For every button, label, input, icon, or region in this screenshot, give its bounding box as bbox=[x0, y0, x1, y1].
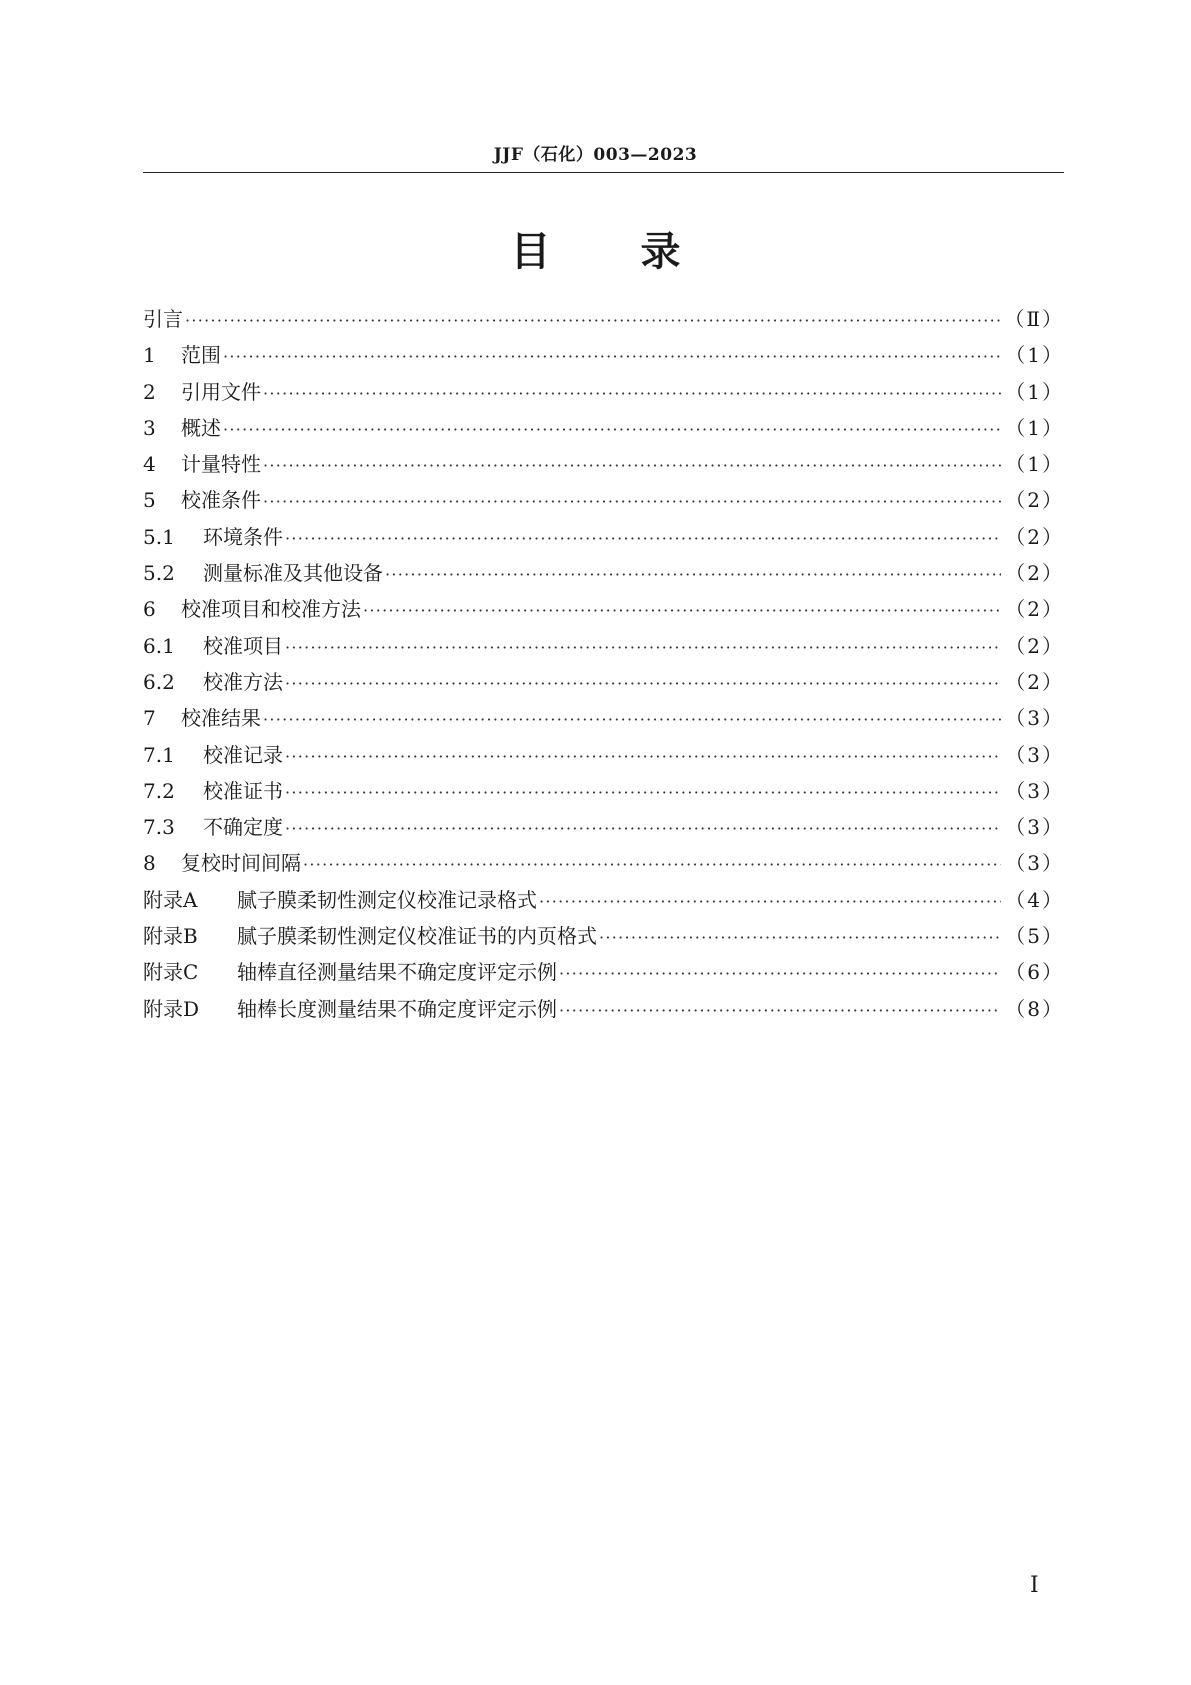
toc-number: 4 bbox=[143, 452, 156, 477]
toc-number: 附录C bbox=[143, 960, 199, 985]
toc-leader bbox=[285, 638, 1001, 657]
toc-leader bbox=[263, 710, 1001, 729]
toc-number: 7.1 bbox=[143, 742, 175, 767]
toc-label: 校准项目和校准方法 bbox=[181, 597, 361, 622]
document-code-header: JJF（石化）003—2023 bbox=[493, 145, 698, 165]
toc-leader bbox=[223, 347, 1001, 366]
toc-number: 6.1 bbox=[143, 633, 175, 658]
toc-label: 概述 bbox=[181, 415, 221, 440]
toc-page: （3） bbox=[1005, 706, 1064, 731]
toc-leader bbox=[303, 855, 1001, 874]
toc-page: （8） bbox=[1005, 996, 1064, 1021]
header-rule bbox=[143, 172, 1064, 173]
toc-leader bbox=[559, 964, 1001, 983]
toc-page: （2） bbox=[1005, 524, 1064, 549]
toc-page: （5） bbox=[1005, 924, 1064, 949]
toc-number: 7 bbox=[143, 706, 156, 731]
toc-label: 校准记录 bbox=[203, 742, 283, 767]
toc-label: 腻子膜柔韧性测定仪校准记录格式 bbox=[237, 887, 537, 912]
toc-label: 计量特性 bbox=[181, 452, 261, 477]
toc-number: 3 bbox=[143, 415, 156, 440]
toc-number: 5.1 bbox=[143, 524, 175, 549]
toc-entry-intro[interactable] bbox=[143, 303, 1064, 339]
toc-entry-appendix-d[interactable] bbox=[143, 993, 1064, 1029]
toc-label: 引用文件 bbox=[181, 379, 261, 404]
toc-entry-appendix-a[interactable] bbox=[143, 884, 1064, 920]
toc-number: 5.2 bbox=[143, 561, 175, 586]
toc-entry-3[interactable] bbox=[143, 412, 1064, 448]
toc-number: 附录A bbox=[143, 887, 198, 912]
toc-leader bbox=[223, 420, 1001, 439]
toc-label: 轴棒长度测量结果不确定度评定示例 bbox=[237, 996, 557, 1021]
toc-entry-7-2[interactable] bbox=[143, 775, 1064, 811]
toc-label: 校准方法 bbox=[203, 669, 283, 694]
toc-number: 7.3 bbox=[143, 815, 175, 840]
toc-leader bbox=[559, 1001, 1001, 1020]
toc-entry-appendix-b[interactable] bbox=[143, 920, 1064, 956]
toc-label: 不确定度 bbox=[203, 815, 283, 840]
toc-entry-7-1[interactable] bbox=[143, 739, 1064, 775]
toc-leader bbox=[185, 311, 1000, 330]
toc-entry-5[interactable] bbox=[143, 484, 1064, 520]
toc-leader bbox=[263, 492, 1001, 511]
toc-entry-5-2[interactable] bbox=[143, 557, 1064, 593]
toc-entry-7[interactable] bbox=[143, 702, 1064, 738]
toc-number: 附录D bbox=[143, 996, 200, 1021]
toc-entry-6[interactable] bbox=[143, 593, 1064, 629]
toc-label: 复校时间间隔 bbox=[181, 851, 301, 876]
toc-label: 测量标准及其他设备 bbox=[203, 561, 383, 586]
toc-page: （1） bbox=[1005, 343, 1064, 368]
toc-label: 校准条件 bbox=[181, 488, 261, 513]
toc-entry-7-3[interactable] bbox=[143, 811, 1064, 847]
toc-page: （2） bbox=[1005, 669, 1064, 694]
toc-page: （3） bbox=[1005, 851, 1064, 876]
toc-entry-appendix-c[interactable] bbox=[143, 956, 1064, 992]
toc-page: （4） bbox=[1005, 887, 1064, 912]
toc-label: 校准证书 bbox=[203, 778, 283, 803]
toc-page: （3） bbox=[1005, 742, 1064, 767]
toc-number: 6.2 bbox=[143, 669, 175, 694]
toc-label: 腻子膜柔韧性测定仪校准证书的内页格式 bbox=[237, 924, 597, 949]
toc-number: 2 bbox=[143, 379, 156, 404]
toc-page: （1） bbox=[1005, 379, 1064, 404]
toc-page: （2） bbox=[1005, 597, 1064, 622]
toc-leader bbox=[599, 928, 1001, 947]
toc-page: （3） bbox=[1005, 815, 1064, 840]
toc-leader bbox=[363, 601, 1001, 620]
page-number: Ⅰ bbox=[1030, 1573, 1039, 1598]
toc-label: 范围 bbox=[181, 343, 221, 368]
toc-leader bbox=[285, 819, 1001, 838]
toc-leader bbox=[539, 892, 1001, 911]
toc-leader bbox=[263, 456, 1001, 475]
toc-page: （Ⅱ） bbox=[1004, 307, 1064, 331]
toc-leader bbox=[285, 747, 1001, 766]
toc-entry-1[interactable] bbox=[143, 339, 1064, 375]
toc-number: 7.2 bbox=[143, 778, 175, 803]
toc-label: 环境条件 bbox=[203, 524, 283, 549]
toc-page: （3） bbox=[1005, 778, 1064, 803]
toc-label: 引言 bbox=[143, 307, 183, 331]
toc-entry-2[interactable] bbox=[143, 376, 1064, 412]
toc-number: 1 bbox=[143, 343, 156, 368]
toc-entry-6-1[interactable] bbox=[143, 630, 1064, 666]
toc-label: 校准结果 bbox=[181, 706, 261, 731]
toc-page: （2） bbox=[1005, 633, 1064, 658]
toc-label: 校准项目 bbox=[203, 633, 283, 658]
toc-number: 6 bbox=[143, 597, 156, 622]
toc-label: 轴棒直径测量结果不确定度评定示例 bbox=[237, 960, 557, 985]
toc-entry-8[interactable] bbox=[143, 847, 1064, 883]
toc-entry-5-1[interactable] bbox=[143, 521, 1064, 557]
toc-leader bbox=[285, 529, 1001, 548]
toc-leader bbox=[285, 783, 1001, 802]
toc-entry-6-2[interactable] bbox=[143, 666, 1064, 702]
toc-page: （1） bbox=[1005, 452, 1064, 477]
toc-leader bbox=[385, 565, 1001, 584]
toc-page: （1） bbox=[1005, 415, 1064, 440]
toc-leader bbox=[285, 674, 1001, 693]
toc-page: （2） bbox=[1005, 561, 1064, 586]
toc-number: 5 bbox=[143, 488, 156, 513]
toc-entry-4[interactable] bbox=[143, 448, 1064, 484]
toc-page: （2） bbox=[1005, 488, 1064, 513]
table-of-contents bbox=[143, 303, 1064, 1029]
toc-page: （6） bbox=[1005, 960, 1064, 985]
toc-number: 附录B bbox=[143, 924, 198, 949]
page-title: 目录 bbox=[510, 229, 771, 275]
toc-number: 8 bbox=[143, 851, 156, 876]
toc-leader bbox=[263, 384, 1001, 403]
